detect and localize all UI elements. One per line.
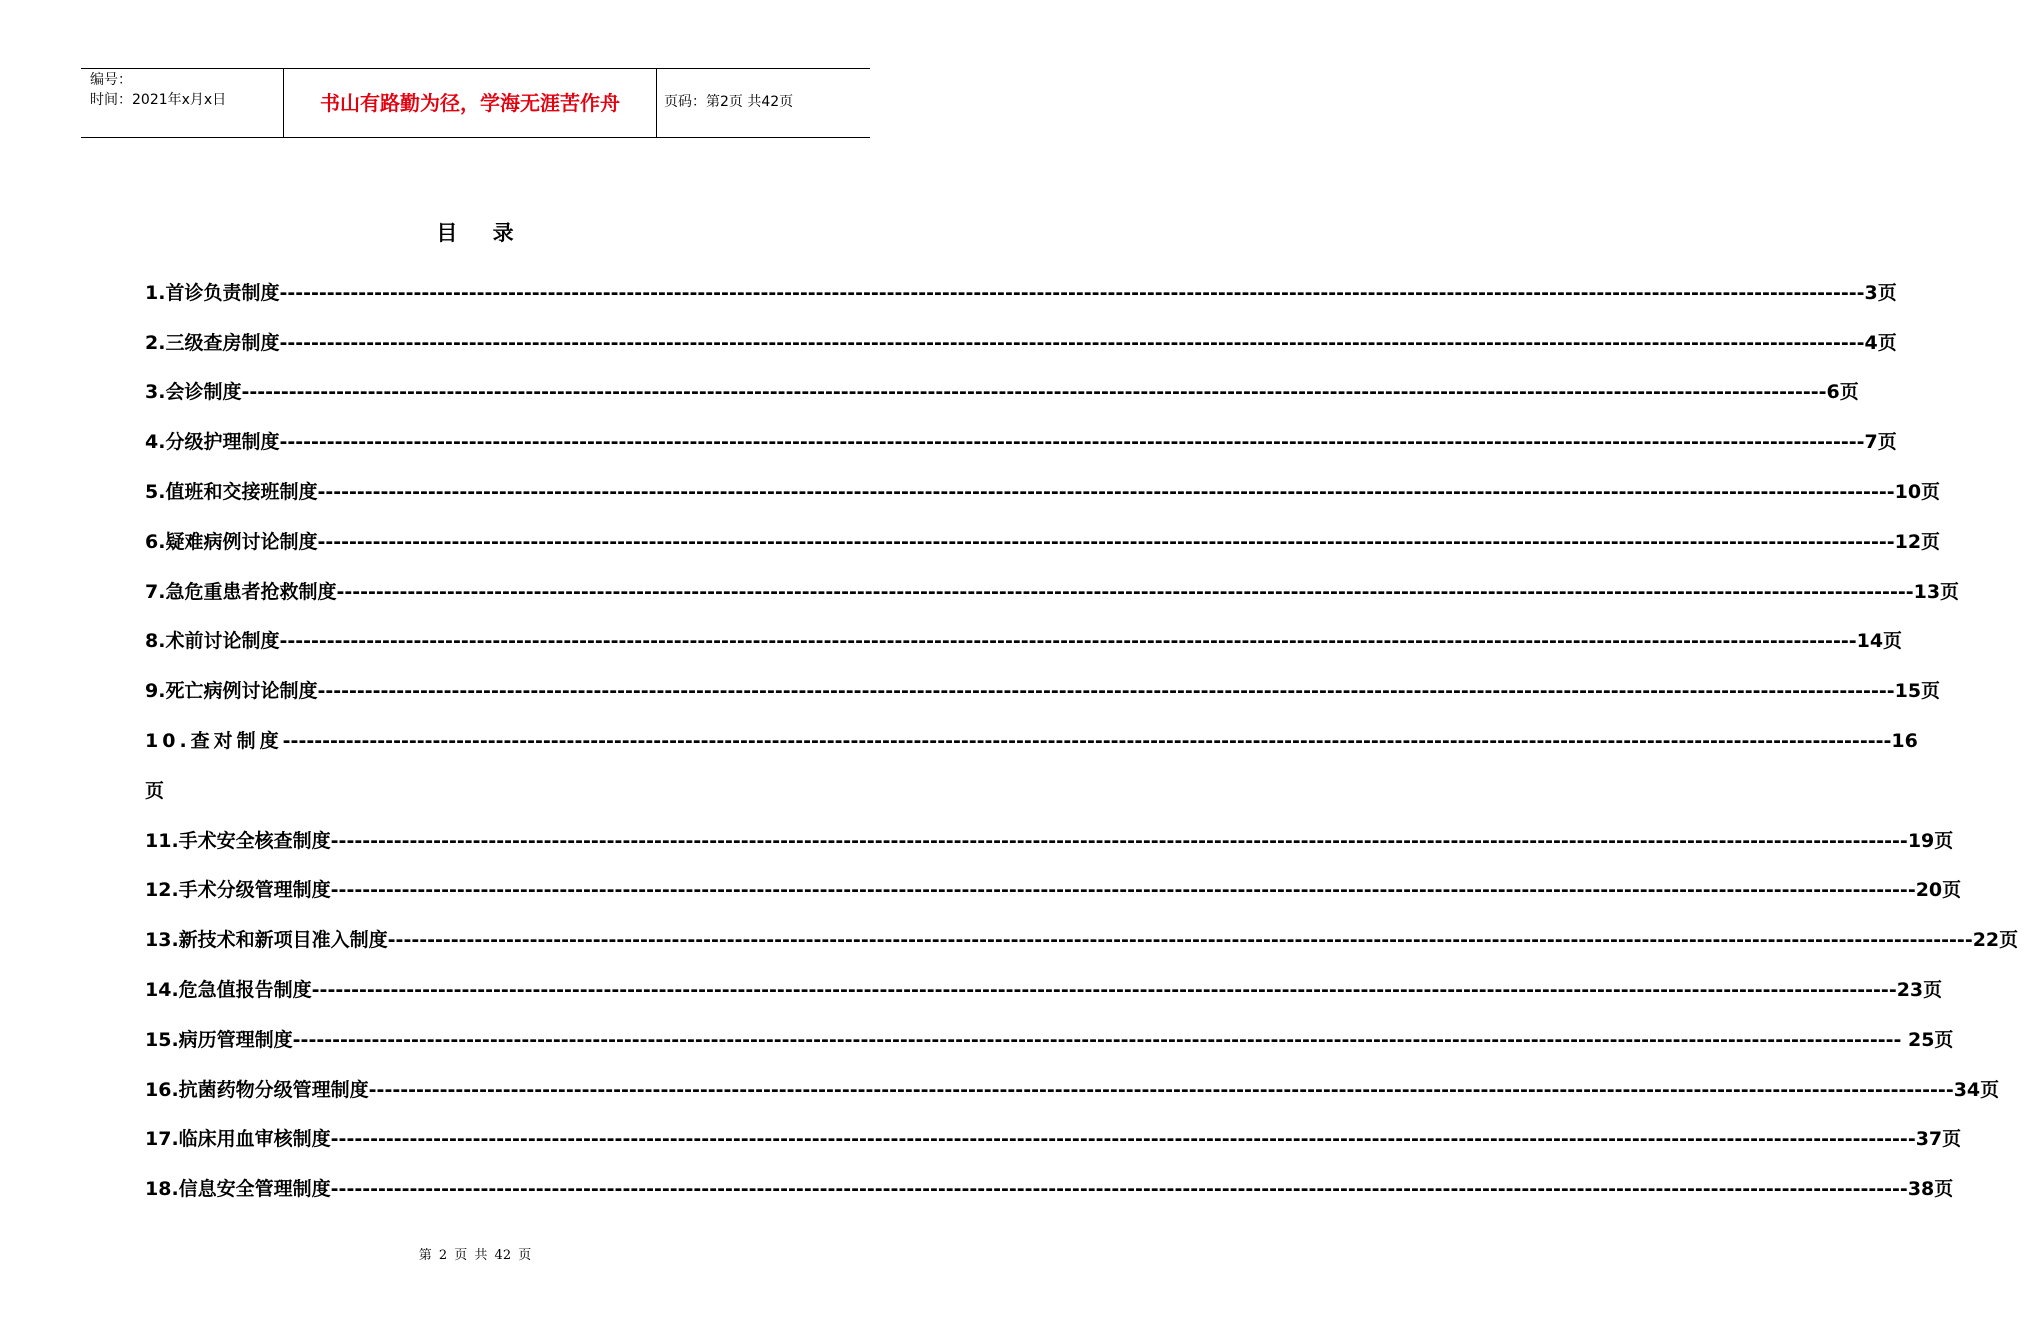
toc-entry-page: 10页 (1894, 481, 1941, 504)
toc-entry (145, 1065, 2000, 1115)
document-time-label: 时间：2021年x月x日 (90, 92, 227, 108)
toc-entry-label: 7.急危重患者抢救制度 (145, 580, 337, 603)
toc-leader-dashes: -------------------------------------------------------------------------------------------------------------------------------------------------------------------------------------------------------- (317, 530, 1895, 553)
toc-entry-page: -3页 (1856, 281, 1897, 304)
toc-entry-page-continuation: 页 (145, 779, 165, 802)
toc-leader-dashes: -------------------------------------------------------------------------------------------------------------------------------------------------------------------------------------------------------- (317, 481, 1895, 504)
toc-entry (145, 517, 1941, 567)
toc-entry-page: -22页 (1964, 929, 2019, 952)
page-footer: 第 2 页 共 42 页 (418, 1248, 532, 1263)
toc-leader-dashes: -------------------------------------------------------------------------------------------------------------------------------------------------------------------------------------------------------- (241, 381, 1819, 404)
toc-leader-dashes: -------------------------------------------------------------------------------------------------------------------------------------------------------------------------------------------------------- (279, 281, 1857, 304)
header-meta-cell (81, 69, 283, 137)
toc-leader-dashes: -------------------------------------------------------------------------------------------------------------------------------------------------------------------------------------------------------- (387, 929, 1965, 952)
toc-entry (145, 1164, 1954, 1214)
toc-entry-page: ---- 25页 (1869, 1028, 1954, 1051)
toc-entry (145, 268, 1897, 318)
toc-entry (145, 368, 1859, 418)
header-page-cell (656, 69, 870, 137)
toc-entry (145, 816, 1954, 866)
toc-leader-dashes: -------------------------------------------------------------------------------------------------------------------------------------------------------------------------------------------------------- (336, 580, 1914, 603)
toc-entry-page: -7页 (1856, 431, 1897, 454)
toc-leader-dashes: -------------------------------------------------------------------------------------------------------------------------------------------------------------------------------------------------------- (279, 630, 1857, 653)
toc-entry (145, 567, 1960, 617)
header-motto: 书山有路勤为径，学海无涯苦作舟 (320, 91, 620, 115)
toc-entry-label: 15.病历管理制度 (145, 1028, 293, 1051)
toc-leader-dashes: -------------------------------------------------------------------------------------------------------------------------------------------------------------------------------------------------------- (279, 331, 1857, 354)
toc-entry (145, 617, 1903, 667)
header-motto-cell (283, 69, 657, 137)
toc-leader-dashes: -------------------------------------------------------------------------------------------------------------------------------------------------------------------------------------------------------- (282, 730, 1860, 753)
toc-leader-dashes: -------------------------------------------------------------------------------------------------------------------------------------------------------------------------------------------------------- (368, 1078, 1946, 1101)
toc-entry-label: 3.会诊制度 (145, 381, 242, 404)
toc-entry (145, 417, 1897, 467)
toc-entry (145, 965, 1943, 1015)
toc-leader-dashes: -------------------------------------------------------------------------------------------------------------------------------------------------------------------------------------------------------- (330, 1178, 1908, 1201)
toc-entry-label: 1.首诊负责制度 (145, 281, 280, 304)
toc-entry (145, 866, 1962, 916)
toc-entry-label: 6.疑难病例讨论制度 (145, 530, 318, 553)
toc-entry-label: 18.信息安全管理制度 (145, 1178, 331, 1201)
toc-entry-label: 16.抗菌药物分级管理制度 (145, 1078, 369, 1101)
toc-entry-page: 19页 (1907, 829, 1954, 852)
toc-entry-page: ----16 (1859, 730, 1918, 753)
toc-entry-label: 12.手术分级管理制度 (145, 879, 331, 902)
toc-entry (145, 318, 1897, 368)
toc-entry-label: 4.分级护理制度 (145, 431, 280, 454)
toc-leader-dashes: -------------------------------------------------------------------------------------------------------------------------------------------------------------------------------------------------------- (330, 1128, 1908, 1151)
toc-entry (145, 666, 1941, 716)
toc-entry (145, 467, 1941, 517)
toc-entry-label: 8.术前讨论制度 (145, 630, 280, 653)
toc-leader-dashes: -------------------------------------------------------------------------------------------------------------------------------------------------------------------------------------------------------- (311, 979, 1889, 1002)
toc-leader-dashes: -------------------------------------------------------------------------------------------------------------------------------------------------------------------------------------------------------- (292, 1028, 1870, 1051)
page-header (81, 68, 870, 138)
toc-entry (145, 1015, 1954, 1065)
toc-entry-page: 13页 (1913, 580, 1960, 603)
toc-entry-page: 14页 (1856, 630, 1903, 653)
toc-entry-page: -23页 (1888, 979, 1943, 1002)
toc-title (0, 218, 950, 248)
toc-leader-dashes: -------------------------------------------------------------------------------------------------------------------------------------------------------------------------------------------------------- (317, 680, 1895, 703)
toc-entry-page: -20页 (1907, 879, 1962, 902)
toc-leader-dashes: -------------------------------------------------------------------------------------------------------------------------------------------------------------------------------------------------------- (279, 431, 1857, 454)
toc-entry-label: 9.死亡病例讨论制度 (145, 680, 318, 703)
toc-entry-label: 10.查对制度 (145, 730, 283, 753)
toc-entry-label: 11.手术安全核查制度 (145, 829, 331, 852)
document-number-label: 编号： (90, 72, 132, 88)
toc-entry-label: 14.危急值报告制度 (145, 979, 312, 1002)
toc-entry-page: 15页 (1894, 680, 1941, 703)
header-page-info: 页码：第2页 共42页 (664, 94, 794, 110)
toc-entry (145, 1115, 1962, 1165)
toc-leader-dashes: -------------------------------------------------------------------------------------------------------------------------------------------------------------------------------------------------------- (330, 829, 1908, 852)
toc-list (145, 268, 2019, 1214)
toc-entry-page: -34页 (1945, 1078, 2000, 1101)
toc-entry-page: 12页 (1894, 530, 1941, 553)
toc-entry-label: 5.值班和交接班制度 (145, 481, 318, 504)
toc-entry-label: 2.三级查房制度 (145, 331, 280, 354)
toc-entry-label: 13.新技术和新项目准入制度 (145, 929, 388, 952)
toc-title-text: 目 录 (436, 221, 528, 245)
toc-entry-page: 38页 (1907, 1178, 1954, 1201)
toc-entry (145, 915, 2019, 965)
toc-entry (145, 716, 1918, 816)
toc-entry-page: -6页 (1818, 381, 1859, 404)
toc-entry-page: -37页 (1907, 1128, 1962, 1151)
toc-leader-dashes: -------------------------------------------------------------------------------------------------------------------------------------------------------------------------------------------------------- (330, 879, 1908, 902)
toc-entry-label: 17.临床用血审核制度 (145, 1128, 331, 1151)
toc-entry-page: -4页 (1856, 331, 1897, 354)
